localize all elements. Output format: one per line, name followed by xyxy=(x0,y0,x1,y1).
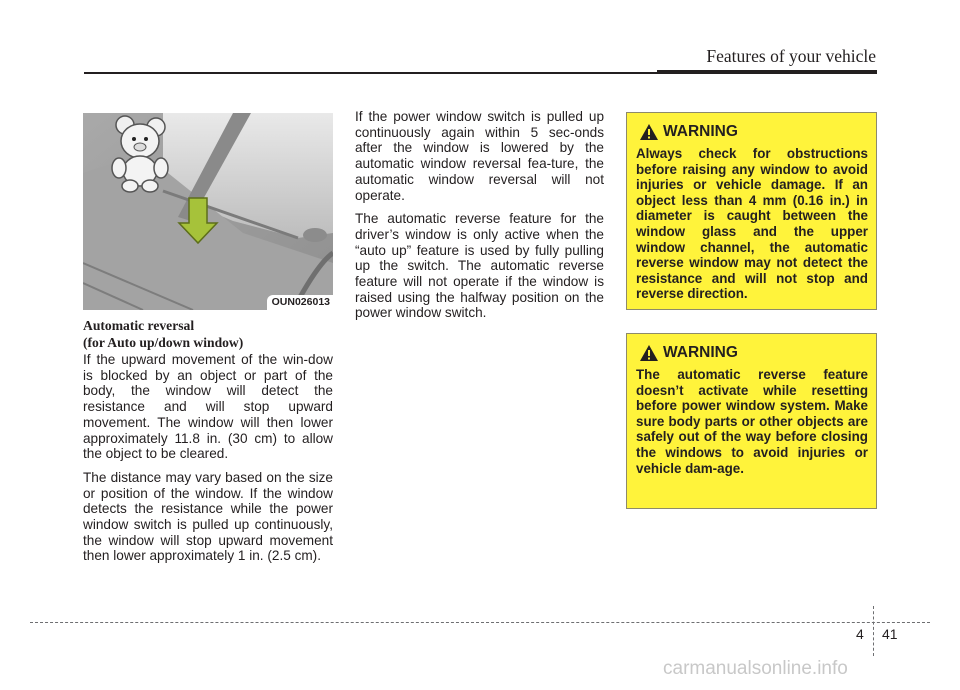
header-rule-accent xyxy=(657,70,877,74)
warning-header xyxy=(639,123,876,141)
header-title: Features of your vehicle xyxy=(706,46,876,66)
section-heading xyxy=(83,317,333,351)
watermark: carmanualsonline.info xyxy=(663,658,848,679)
paragraph: The distance may vary based on the size or position of the window. If the window detects the resistance while the power window switch is pulled up continuously, the window will stop upward movement then lower approximately 1 in. (2.5 cm). xyxy=(83,469,333,564)
footer-divider xyxy=(873,606,874,656)
warning-triangle-icon xyxy=(639,344,659,362)
middle-column xyxy=(355,109,604,329)
warning-title: WARNING xyxy=(663,123,738,140)
car-interior-drawing xyxy=(83,113,333,310)
warning-text: Always check for obstructions before raising any window to avoid injuries or vehicle damage. If an object less than 4 mm (0.16 in.) in diameter is caught between the window glass and the upper window channel, the automatic reverse window may not detect the resistance and will not stop and reverse direction. xyxy=(636,146,868,302)
left-column xyxy=(83,352,333,572)
warning-triangle-icon xyxy=(639,123,659,141)
page-number: 41 xyxy=(882,626,898,642)
paragraph: If the upward movement of the win-dow is blocked by an object or part of the body, the window will detect the resistance and will stop upward movement. The window will then lower approximately 11.8 in. (30 cm) to allow the object to be cleared. xyxy=(83,352,333,462)
warning-box xyxy=(626,112,877,310)
figure-code: OUN026013 xyxy=(267,295,333,310)
paragraph: If the power window switch is pulled up continuously again within 5 sec-onds after the window is lowered by the automatic window reversal fea-ture, the automatic window reversal will not operate. xyxy=(355,109,604,203)
warning-text: The automatic reverse feature doesn’t activate while resetting before power window system. Make sure body parts or other objects are safely out of the way before closing the windows to avoid injuries or vehicle dam-age. xyxy=(636,367,868,476)
paragraph: The automatic reverse feature for the driver’s window is only active when the “auto up” feature is used by fully pulling up the switch. The automatic reverse feature will not operate if the window is raised using the halfway position on the power window switch. xyxy=(355,211,604,321)
window-reversal-illustration xyxy=(83,113,333,310)
footer-rule xyxy=(30,622,930,623)
section-heading-line2: (for Auto up/down window) xyxy=(83,335,244,350)
warning-header xyxy=(639,344,876,362)
section-heading-line1: Automatic reversal xyxy=(83,318,195,333)
warning-title: WARNING xyxy=(663,344,738,361)
warning-box xyxy=(626,333,877,509)
chapter-number: 4 xyxy=(856,626,864,642)
